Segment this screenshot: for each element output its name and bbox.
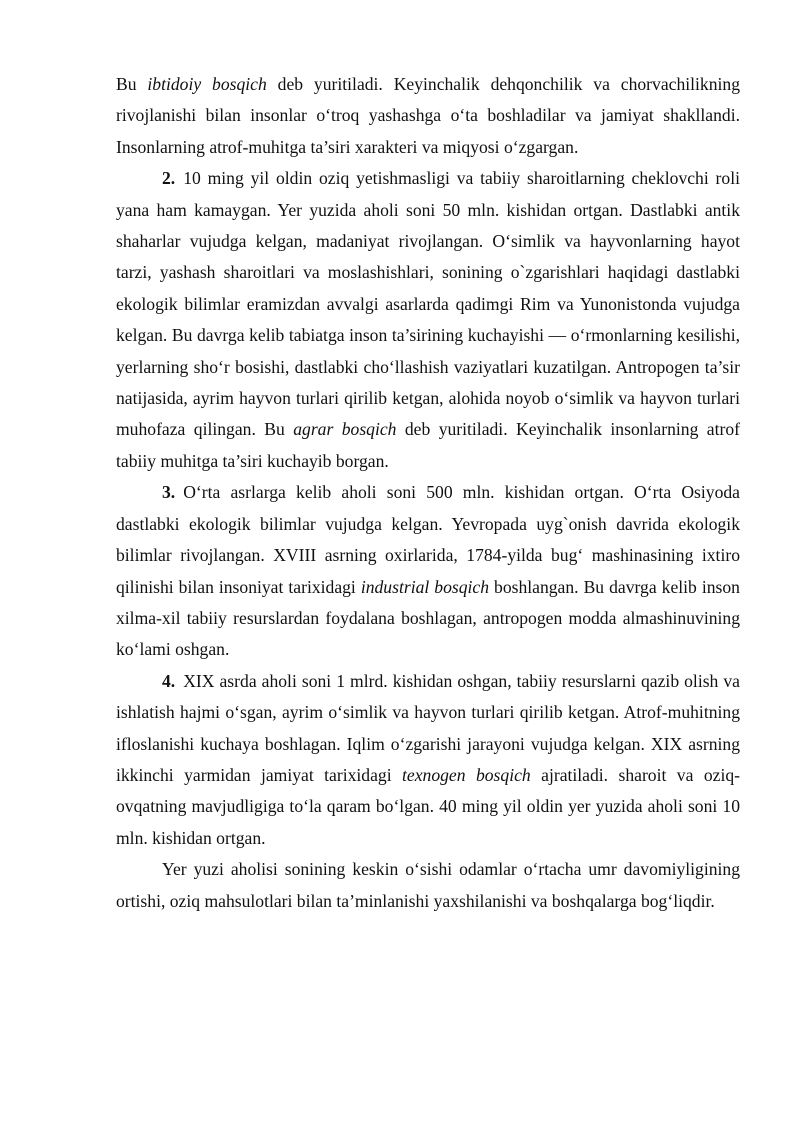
paragraph-text: deb yuritiladi. Keyinchalik dehqonchilik va chorvachilikning rivojlanishi bilan insonlar o‘troq yashashga o‘ta boshladilar va jamiyat shakllandi. Insonlarning atrof-muhitga ta’siri xarakteri va miqyosi o‘zgargan. [116, 74, 740, 157]
emphasis-term: industrial bosqich [360, 576, 490, 597]
paragraph-text: boshlangan. Bu davrga kelib inson xilma-xil tabiiy resurslardan foydalana boshlagan, antropogen modda almashinuvining ko‘lami oshgan. [116, 576, 740, 660]
emphasis-term: agrar bosqich [293, 419, 397, 440]
paragraph-4 [116, 666, 740, 854]
emphasis-term: texnogen bosqich [402, 764, 531, 785]
paragraph-text: Bu [116, 74, 148, 94]
emphasis-term: ibtidoiy bosqich [147, 74, 267, 94]
paragraph-text: 10 ming yil oldin oziq yetishmasligi va tabiiy sharoitlarning cheklovchi roli yana ham kamaygan. Yer yuzida aholi soni 50 mln. kishidan ortgan. Dastlabki antik shaharlar vujudga kelgan, madaniyat rivojlangan. O‘simlik va hayvonlarning hayot tarzi, yashash sharoitlari va moslashishlari, sonining o`zgarishlari haqidagi dastlabki ekologik bilimlar eramizdan avvalgi asarlarda qadimgi Rim va Yunonistonda vujudga kelgan. Bu davrga kelib tabiatga inson ta’sirining kuchayishi — o‘rmonlarning kesilishi, yerlarning sho‘r bosishi, dastlabki cho‘llashish vaziyatlari kuzatilgan. Antropogen ta’sir natijasida, ayrim hayvon turlari qirilib ketgan, alohida noyob o‘simlik va hayvon turlari muhofaza qilingan. Bu [116, 168, 740, 440]
paragraph-text: deb yuritiladi. Keyinchalik insonlarning atrof tabiiy muhitga ta’siri kuchayib borgan. [116, 419, 740, 471]
paragraph-number: 4. [162, 670, 176, 691]
document-body [116, 69, 740, 917]
paragraph-number: 3. [162, 482, 176, 503]
paragraph-2 [116, 163, 740, 477]
paragraph-text: XIX asrda aholi soni 1 mlrd. kishidan oshgan, tabiiy resurslarni qazib olish va ishlatish hajmi o‘sgan, ayrim o‘simlik va hayvon turlari qirilib ketgan. Atrof-muhitning ifloslanishi kuchaya boshlagan. Iqlim o‘zgarishi jarayoni vujudga kelgan. XIX asrning ikkinchi yarmidan jamiyat tarixidagi [116, 670, 740, 785]
paragraph-closing [116, 854, 740, 917]
paragraph-3 [116, 477, 740, 665]
paragraph-number: 2. [162, 168, 176, 189]
paragraph-text: Yer yuzi aholisi sonining keskin o‘sishi odamlar o‘rtacha umr davomiyligining ortishi, oziq mahsulotlari bilan ta’minlanishi yaxshilanishi va boshqalarga bog‘liqdir. [116, 859, 740, 911]
paragraph-intro [116, 69, 740, 163]
paragraph-text: O‘rta asrlarga kelib aholi soni 500 mln. kishidan ortgan. O‘rta Osiyoda dastlabki ekologik bilimlar vujudga kelgan. Yevropada uyg`onish davrida ekologik bilimlar rivojlangan. XVIII asrning oxirlarida, 1784-yilda bug‘ mashinasining ixtiro qilinishi bilan insoniyat tarixidagi [116, 482, 740, 597]
paragraph-text: ajratiladi. sharoit va oziq-ovqatning mavjudligiga to‘la qaram bo‘lgan. 40 ming yil oldin yer yuzida aholi soni 10 mln. kishidan ortgan. [116, 764, 740, 848]
